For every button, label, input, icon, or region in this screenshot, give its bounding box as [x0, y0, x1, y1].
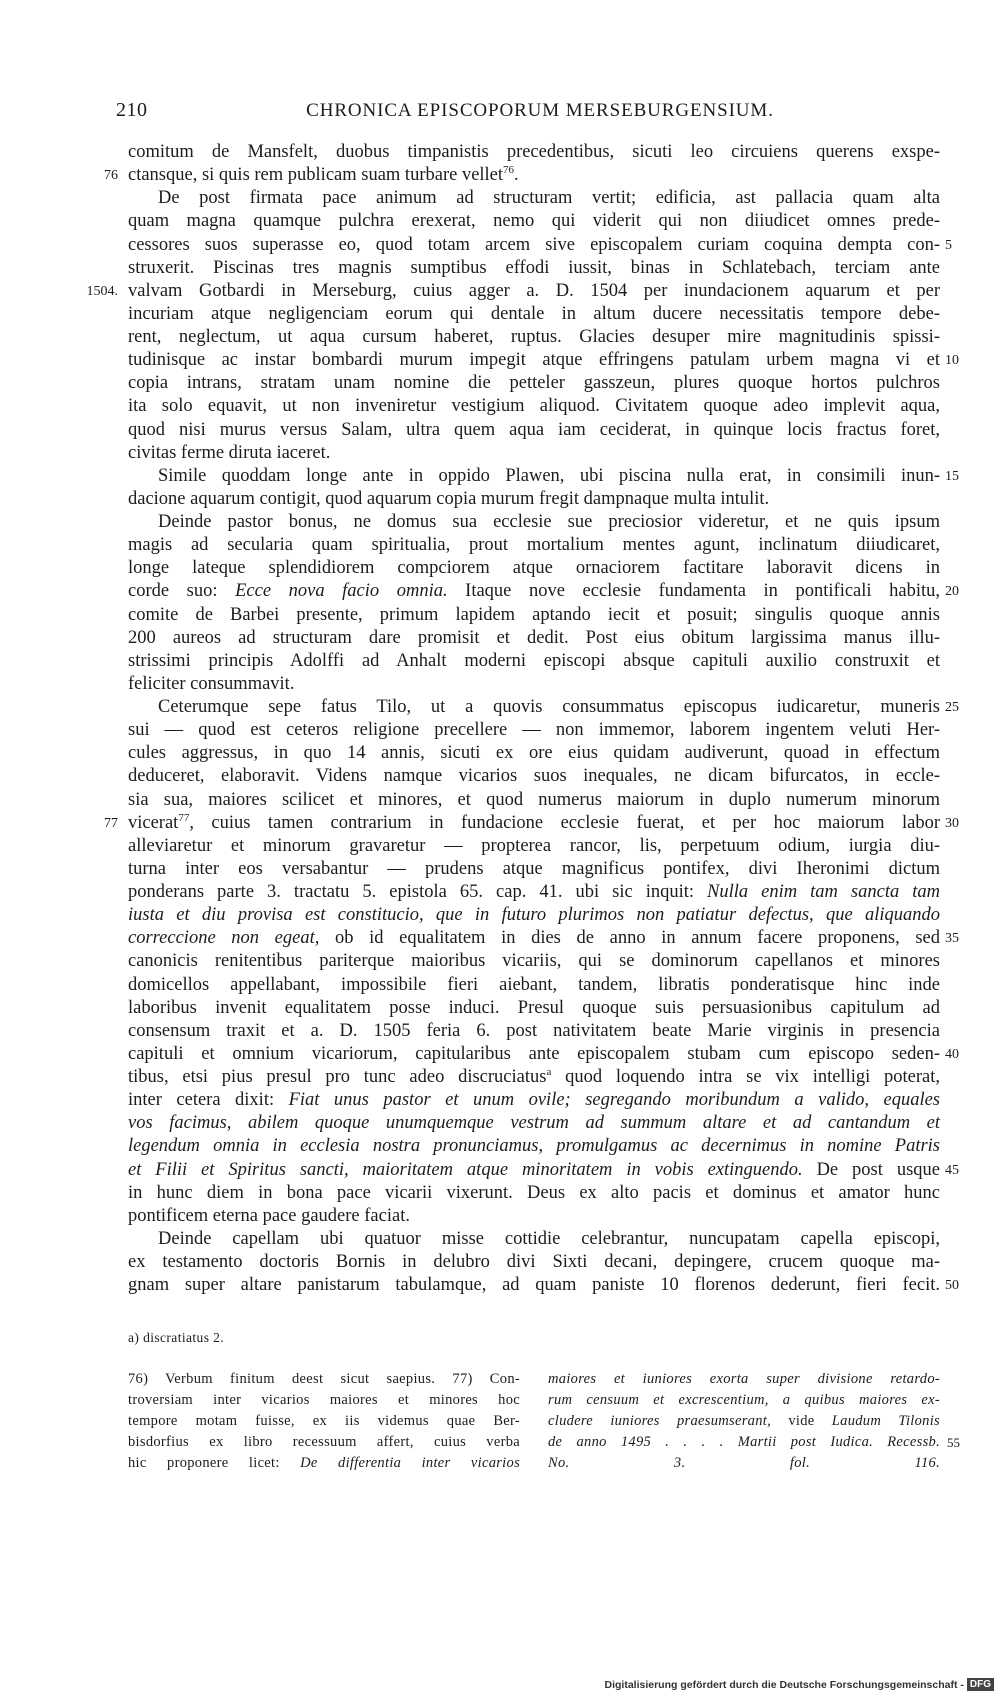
italic-text: cludere iuniores praesumserant,	[548, 1413, 772, 1429]
roman-text: dacione aquarum contigit, quod aquarum copia murum fregit dampnaque multa intulit.	[128, 488, 770, 509]
roman-text: turna inter eos versabantur — prudens atque magnificus pontifex, divi Iheronimi dictum	[128, 858, 940, 879]
italic-text: Nulla enim tam sancta tam	[707, 882, 940, 902]
line-number: 5	[945, 237, 952, 253]
line-number: 50	[945, 1278, 959, 1294]
roman-text: cessores suos superasse eo, quod totam arcem sive episcopalem curiam coquina dempta con-	[128, 234, 940, 255]
text-line	[128, 234, 952, 257]
roman-text: alleviaretur et minorum gravaretur — propterea rancor, lis, perpetuum odium, iurgia diu-	[128, 835, 940, 856]
roman-text: De post firmata pace animum ad structuram vertit; edificia, ast pallacia quam alta	[158, 188, 940, 209]
text-line	[128, 534, 940, 557]
text-line	[128, 1020, 940, 1043]
text-line	[128, 1089, 940, 1112]
roman-text: vide	[771, 1413, 832, 1429]
text-line	[128, 442, 940, 465]
text-line	[128, 488, 940, 511]
text-line	[128, 580, 959, 603]
roman-text: quod loquendo intra se vix intelligi poterat,	[551, 1067, 940, 1087]
text-line	[128, 210, 940, 233]
text-line	[128, 1066, 940, 1089]
text-line	[128, 627, 940, 650]
text-line	[128, 858, 940, 881]
line-number: 45	[945, 1162, 959, 1178]
text-line	[128, 1182, 940, 1205]
text-line	[128, 835, 940, 858]
roman-text: Deinde pastor bonus, ne domus sua ecclesie sue preciosior videretur, et ne quis ipsum	[158, 512, 940, 532]
margin-note: 77	[104, 815, 118, 831]
italic-text: rum censuum et excrescentium, a quibus maiores ex-	[548, 1392, 940, 1408]
line-number: 30	[945, 815, 959, 831]
roman-text: troversiam inter vicarios maiores et minores hoc	[128, 1392, 520, 1408]
roman-text: canonicis renitentibus pariterque maioribus vicariis, qui se dominorum capellanos et minores	[128, 951, 940, 972]
text-line	[128, 950, 940, 973]
text-line	[128, 742, 940, 765]
fn-line	[128, 1390, 520, 1411]
roman-text: tempore motam fuisse, ex iis videmus quae Ber-	[128, 1413, 520, 1429]
roman-text: tibus, etsi pius presul pro tunc adeo discruciatus	[128, 1067, 547, 1087]
roman-text: sui — quod est ceteros religione precellere — non immemor, laborem ingentem veluti Her-	[128, 720, 940, 741]
line-number: 40	[945, 1046, 959, 1062]
fn-line	[548, 1453, 940, 1474]
text-line	[128, 511, 940, 534]
roman-text: longe lateque splendidiorem compciorem atque ornaciorem factitare laboravit dicens in	[128, 558, 940, 579]
roman-text: struxerit. Piscinas tres magnis sumptibus effodi iussit, binas in Schlatebach, terciam ante	[128, 257, 940, 278]
roman-text: domicellos appellabant, impossibile fieri aiebant, tandem, libratis ponderatisque hinc inde	[128, 974, 940, 995]
roman-text: in hunc diem in bona pace vicarii vixerunt. Deus ex alto pacis et dominus et amator hunc	[128, 1182, 940, 1203]
fn-line	[128, 1411, 520, 1432]
text-line	[104, 163, 940, 187]
text-line	[128, 303, 940, 326]
roman-text: consensum traxit et a. D. 1505 feria 6. post nativitatem beate Marie virginis in presencia	[128, 1020, 940, 1041]
roman-text: sia sua, maiores scilicet et minores, et quod numerus maiorum in duplo numerum minorum	[128, 789, 940, 810]
roman-text: , cuius tamen contrarium in fundacione ecclesie fuerat, et per hoc maiorum labor	[189, 812, 940, 833]
italic-text: legendum omnia in ecclesia nostra pronunciamus, promulgamus ac decernimus in nomine Patris	[128, 1136, 940, 1157]
roman-text: incuriam atque negligenciam eorum qui dentale in altum ducere necessitatis tempore debe-	[128, 303, 940, 324]
roman-text: 200 aureos ad structuram dare promisit et dedit. Post eius obitum largissima manus illu-	[128, 627, 940, 648]
roman-text: pontificem eterna pace gaudere faciat.	[128, 1205, 410, 1226]
critical-apparatus-note: a) discratiatus 2.	[128, 1330, 225, 1345]
roman-text: civitas ferme diruta iaceret.	[128, 442, 331, 463]
roman-text: vicerat	[128, 812, 179, 833]
fn-line	[548, 1390, 940, 1411]
roman-text: Simile quoddam longe ante in oppido Plawen, ubi piscina nulla erat, in consimili inun-	[158, 465, 940, 486]
margin-note: 76	[104, 168, 118, 184]
line-number: 20	[945, 584, 959, 600]
text-line	[128, 1274, 959, 1297]
fn-line	[128, 1432, 520, 1453]
text-line	[128, 673, 940, 696]
text-line	[128, 1228, 940, 1251]
text-line	[128, 719, 940, 742]
footnotes-left-column	[128, 1369, 520, 1474]
italic-text: et Filii et Spiritus sancti, maioritatem atque minoritatem in vobis extinguendo.	[128, 1159, 803, 1180]
italic-text: Laudum Tilonis	[831, 1413, 940, 1429]
italic-text: iusta et diu provisa est constitucio, que in futuro plurimos non patiatur defectus, que aliquando	[128, 905, 940, 926]
text-line	[128, 257, 940, 280]
italic-text: vos facimus, abilem quoque unumquemque vestrum ad summum altare et ad cantandum et	[128, 1113, 940, 1134]
roman-text: deduceret, elaboravit. Videns namque vicarios suos inequales, ne dicam bifurcatos, in eccle-	[128, 766, 940, 787]
margin-note: 1504.	[86, 283, 118, 299]
text-line	[128, 904, 940, 927]
roman-text: corde suo:	[128, 581, 236, 602]
running-title: CHRONICA EPISCOPORUM MERSEBURGENSIUM.	[306, 100, 774, 121]
roman-text: valvam Gotbardi in Merseburg, cuius agger a. D. 1504 per inundacionem aquarum et per	[128, 280, 940, 301]
italic-text: correccione non egeat,	[128, 928, 320, 949]
text-line	[128, 326, 940, 349]
text-line	[128, 1135, 940, 1158]
fn-line	[128, 1453, 520, 1474]
footnote-ref: 76	[503, 163, 515, 176]
roman-text: hic proponere licet:	[128, 1455, 301, 1471]
text-line	[128, 349, 959, 372]
roman-text: quam magna quamque pulchra erexerat, nemo qui viderit qui non diiudicet omnes prede-	[128, 211, 940, 232]
fn-line	[548, 1369, 940, 1390]
roman-text: Deinde capellam ubi quatuor misse cottidie celebrantur, nuncupatam capella episcopi,	[158, 1228, 940, 1249]
line-number: 10	[945, 353, 959, 369]
roman-text: ita solo equavit, ut non inveniretur vestigium aliquod. Civitatem quoque adeo implevit aqua,	[128, 396, 940, 417]
text-line	[128, 696, 959, 719]
footnote-ref: a	[546, 1065, 552, 1078]
text-line	[128, 465, 959, 488]
text-line	[86, 280, 940, 303]
italic-text: No. 3. fol. 116.	[548, 1455, 940, 1471]
roman-text: rent, neglectum, ut aqua cursum haberet, ruptus. Glacies desuper mire magnitudinis spissi-	[128, 327, 940, 347]
roman-text: copia intrans, stratam unam nomine die petteler gasszeun, plures quoque hortos pulchros	[128, 373, 940, 394]
roman-text: gnam super altare panistarum tabulamque, ad quam paniste 10 florenos dederunt, fieri fecit.	[128, 1275, 940, 1296]
text-line	[128, 765, 940, 788]
roman-text: cules aggressus, in quo 14 annis, sicuti ex ore eius quidam audiverunt, quoad in effectum	[128, 743, 940, 764]
roman-text: ob id equalitatem in dies de anno in annum facere proponens, sed	[319, 928, 940, 949]
footnote-ref: 77	[178, 811, 190, 824]
roman-text: magis ad secularia quam spiritualia, prout mortalium mentes agunt, inclinatum diiudicaret,	[128, 535, 940, 556]
text-line	[128, 557, 940, 580]
roman-text: Itaque nove ecclesie fundamenta in pontificali habitu,	[447, 581, 940, 602]
roman-text: Ceterumque sepe fatus Tilo, ut a quovis consummatus episcopus iudicaretur, muneris	[158, 697, 940, 717]
italic-text: De differentia inter vicarios	[300, 1455, 521, 1471]
italic-text: Fiat unus pastor et unum ovile; segregando moribundum a valido, equales	[288, 1090, 940, 1111]
roman-text: strissimi principis Adolffi ad Anhalt moderni episcopi absque capituli auxilio construxit et	[128, 650, 940, 671]
text-line	[128, 881, 940, 904]
text-line	[128, 372, 940, 395]
main-text-block	[86, 141, 959, 1297]
credit-text: Digitalisierung gefördert durch die Deutsche Forschungsgemeinschaft -	[604, 1678, 964, 1691]
dfg-logo: DFG	[967, 1678, 994, 1691]
roman-text: ex testamento doctoris Bornis in delubro divi Sixti decani, depingere, crucem quoque ma-	[128, 1252, 940, 1272]
text-line	[128, 419, 940, 442]
text-line	[128, 1205, 940, 1228]
text-line	[128, 927, 959, 950]
page-number: 210	[116, 99, 148, 121]
fn-line	[128, 1369, 520, 1390]
fn-line	[548, 1432, 960, 1453]
text-line	[128, 395, 940, 418]
text-line	[128, 974, 940, 997]
roman-text: .	[514, 165, 519, 186]
roman-text: quod nisi murus versus Salam, ultra quem aqua iam ceciderat, in quinque locis fractus foret,	[128, 419, 940, 440]
text-line	[128, 1159, 959, 1182]
roman-text: feliciter consummavit.	[128, 673, 295, 694]
line-number: 35	[945, 931, 959, 947]
roman-text: 76) Verbum finitum deest sicut saepius. 77) Con-	[128, 1371, 520, 1387]
roman-text: ponderans parte 3. tractatu 5. epistola 65. cap. 41. ubi sic inquit:	[128, 882, 708, 902]
line-number: 25	[945, 700, 959, 715]
footnotes-right-column	[548, 1369, 960, 1474]
text-line	[128, 789, 940, 812]
text-line	[128, 1251, 940, 1274]
roman-text: ctansque, si quis rem publicam suam turbare vellet	[128, 165, 504, 186]
roman-text: tudinisque ac instar bombardi murum impegit atque effringens patulam urbem magna vi et	[128, 350, 940, 371]
text-line	[128, 187, 940, 210]
fn-line	[548, 1411, 940, 1432]
roman-text: comite de Barbei presente, primum lapidem aptando iecit et posuit; singulis quoque annis	[128, 604, 940, 625]
italic-text: maiores et iuniores exorta super divisione retardo-	[548, 1371, 940, 1387]
text-line	[128, 997, 940, 1020]
italic-text: Ecce nova facio omnia.	[235, 581, 448, 602]
line-number: 15	[945, 468, 959, 484]
text-line	[128, 604, 940, 627]
roman-text: inter cetera dixit:	[128, 1090, 289, 1111]
roman-text: laboribus invenit equalitatem posse induci. Presul quoque suis persuasionibus capitulum ad	[128, 997, 940, 1018]
digitization-credit	[605, 1678, 995, 1691]
roman-text: De post usque	[802, 1159, 940, 1180]
roman-text: comitum de Mansfelt, duobus timpanistis precedentibus, sicuti leo circuiens querens exspe-	[128, 142, 940, 162]
line-number: 55	[947, 1435, 960, 1450]
italic-text: de anno 1495 . . . . Martii post Iudica. Recessb.	[548, 1434, 940, 1450]
text-line	[128, 650, 940, 673]
text-line	[128, 1112, 940, 1135]
roman-text: bisdorfius ex libro recessuum affert, cuius verba	[128, 1434, 520, 1450]
roman-text: capituli et omnium vicariorum, capitularibus ante episcopalem stubam cum episcopo seden-	[128, 1043, 940, 1064]
text-line	[128, 141, 940, 164]
text-line	[128, 1043, 959, 1066]
text-line	[104, 811, 959, 835]
